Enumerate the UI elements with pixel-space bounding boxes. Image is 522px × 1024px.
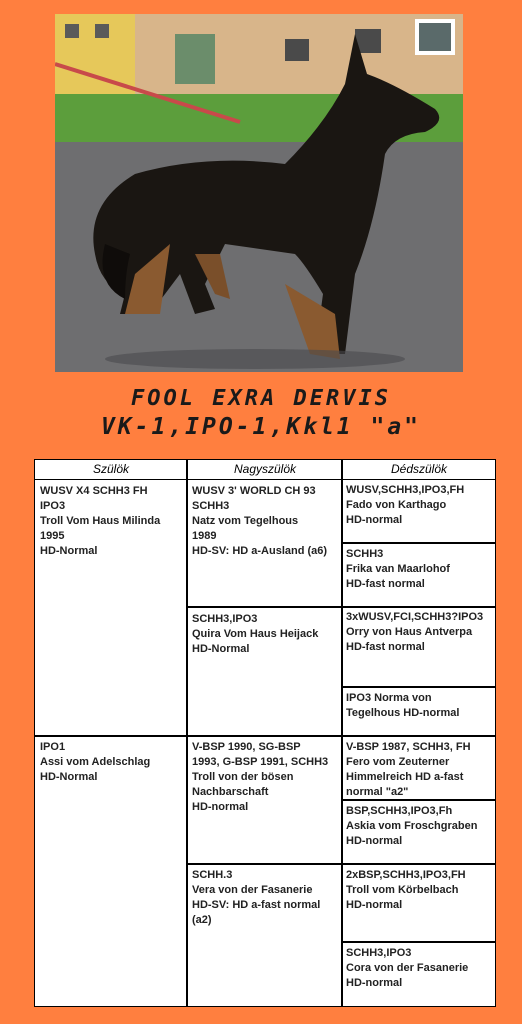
great-grandparent-6: BSP,SCHH3,IPO3,Fh Askia vom Froschgraben HD-normal bbox=[346, 805, 478, 847]
dog-titles-subtitle: VK-1,IPO-1,Kkl1 "a" bbox=[100, 414, 422, 440]
grandparent-3: V-BSP 1990, SG-BSP 1993, G-BSP 1991, SCHH3 Troll von der bösen Nachbarschaft HD-normal bbox=[192, 741, 329, 813]
great-grandparent-5: V-BSP 1987, SCHH3, FH Fero vom Zeuterner Himmelreich HD a-fast normal "a2" bbox=[346, 741, 471, 798]
pedigree-table bbox=[34, 459, 496, 1007]
grandparent-2: SCHH3,IPO3 Quira Vom Haus Heijack HD-Normal bbox=[192, 613, 319, 655]
divider bbox=[341, 941, 495, 943]
divider bbox=[341, 686, 495, 688]
grandparent-4: SCHH.3 Vera von der Fasanerie HD-SV: HD a-fast normal (a2) bbox=[192, 869, 321, 926]
dog-photo bbox=[55, 14, 463, 372]
header-parents: Szülök bbox=[35, 460, 187, 480]
dog-name-title: FOOL EXRA DERVIS bbox=[131, 386, 391, 411]
parent-sire: WUSV X4 SCHH3 FH IPO3 Troll Vom Haus Milinda 1995 HD-Normal bbox=[40, 485, 161, 557]
parent-dam: IPO1 Assi vom Adelschlag HD-Normal bbox=[40, 741, 151, 783]
great-grandparent-8: SCHH3,IPO3 Cora von der Fasanerie HD-normal bbox=[346, 947, 469, 989]
divider bbox=[341, 542, 495, 544]
great-grandparent-1: WUSV,SCHH3,IPO3,FH Fado von Karthago HD-normal bbox=[346, 484, 465, 526]
header-grandparents: Nagyszülök bbox=[188, 460, 342, 480]
great-grandparent-2: SCHH3 Frika van Maarlohof HD-fast normal bbox=[346, 548, 450, 590]
divider bbox=[35, 735, 495, 737]
header-great-grandparents: Dédszülök bbox=[343, 460, 495, 480]
grandparent-1: WUSV 3' WORLD CH 93 SCHH3 Natz vom Tegelhous 1989 HD-SV: HD a-Ausland (a6) bbox=[192, 485, 328, 557]
divider bbox=[186, 863, 495, 865]
great-grandparent-7: 2xBSP,SCHH3,IPO3,FH Troll vom Körbelbach HD-normal bbox=[346, 869, 466, 911]
great-grandparent-3: 3xWUSV,FCI,SCHH3?IPO3 Orry von Haus Antverpa HD-fast normal bbox=[346, 611, 484, 653]
divider bbox=[186, 460, 188, 1006]
great-grandparent-4: IPO3 Norma von Tegelhous HD-normal bbox=[346, 692, 460, 719]
